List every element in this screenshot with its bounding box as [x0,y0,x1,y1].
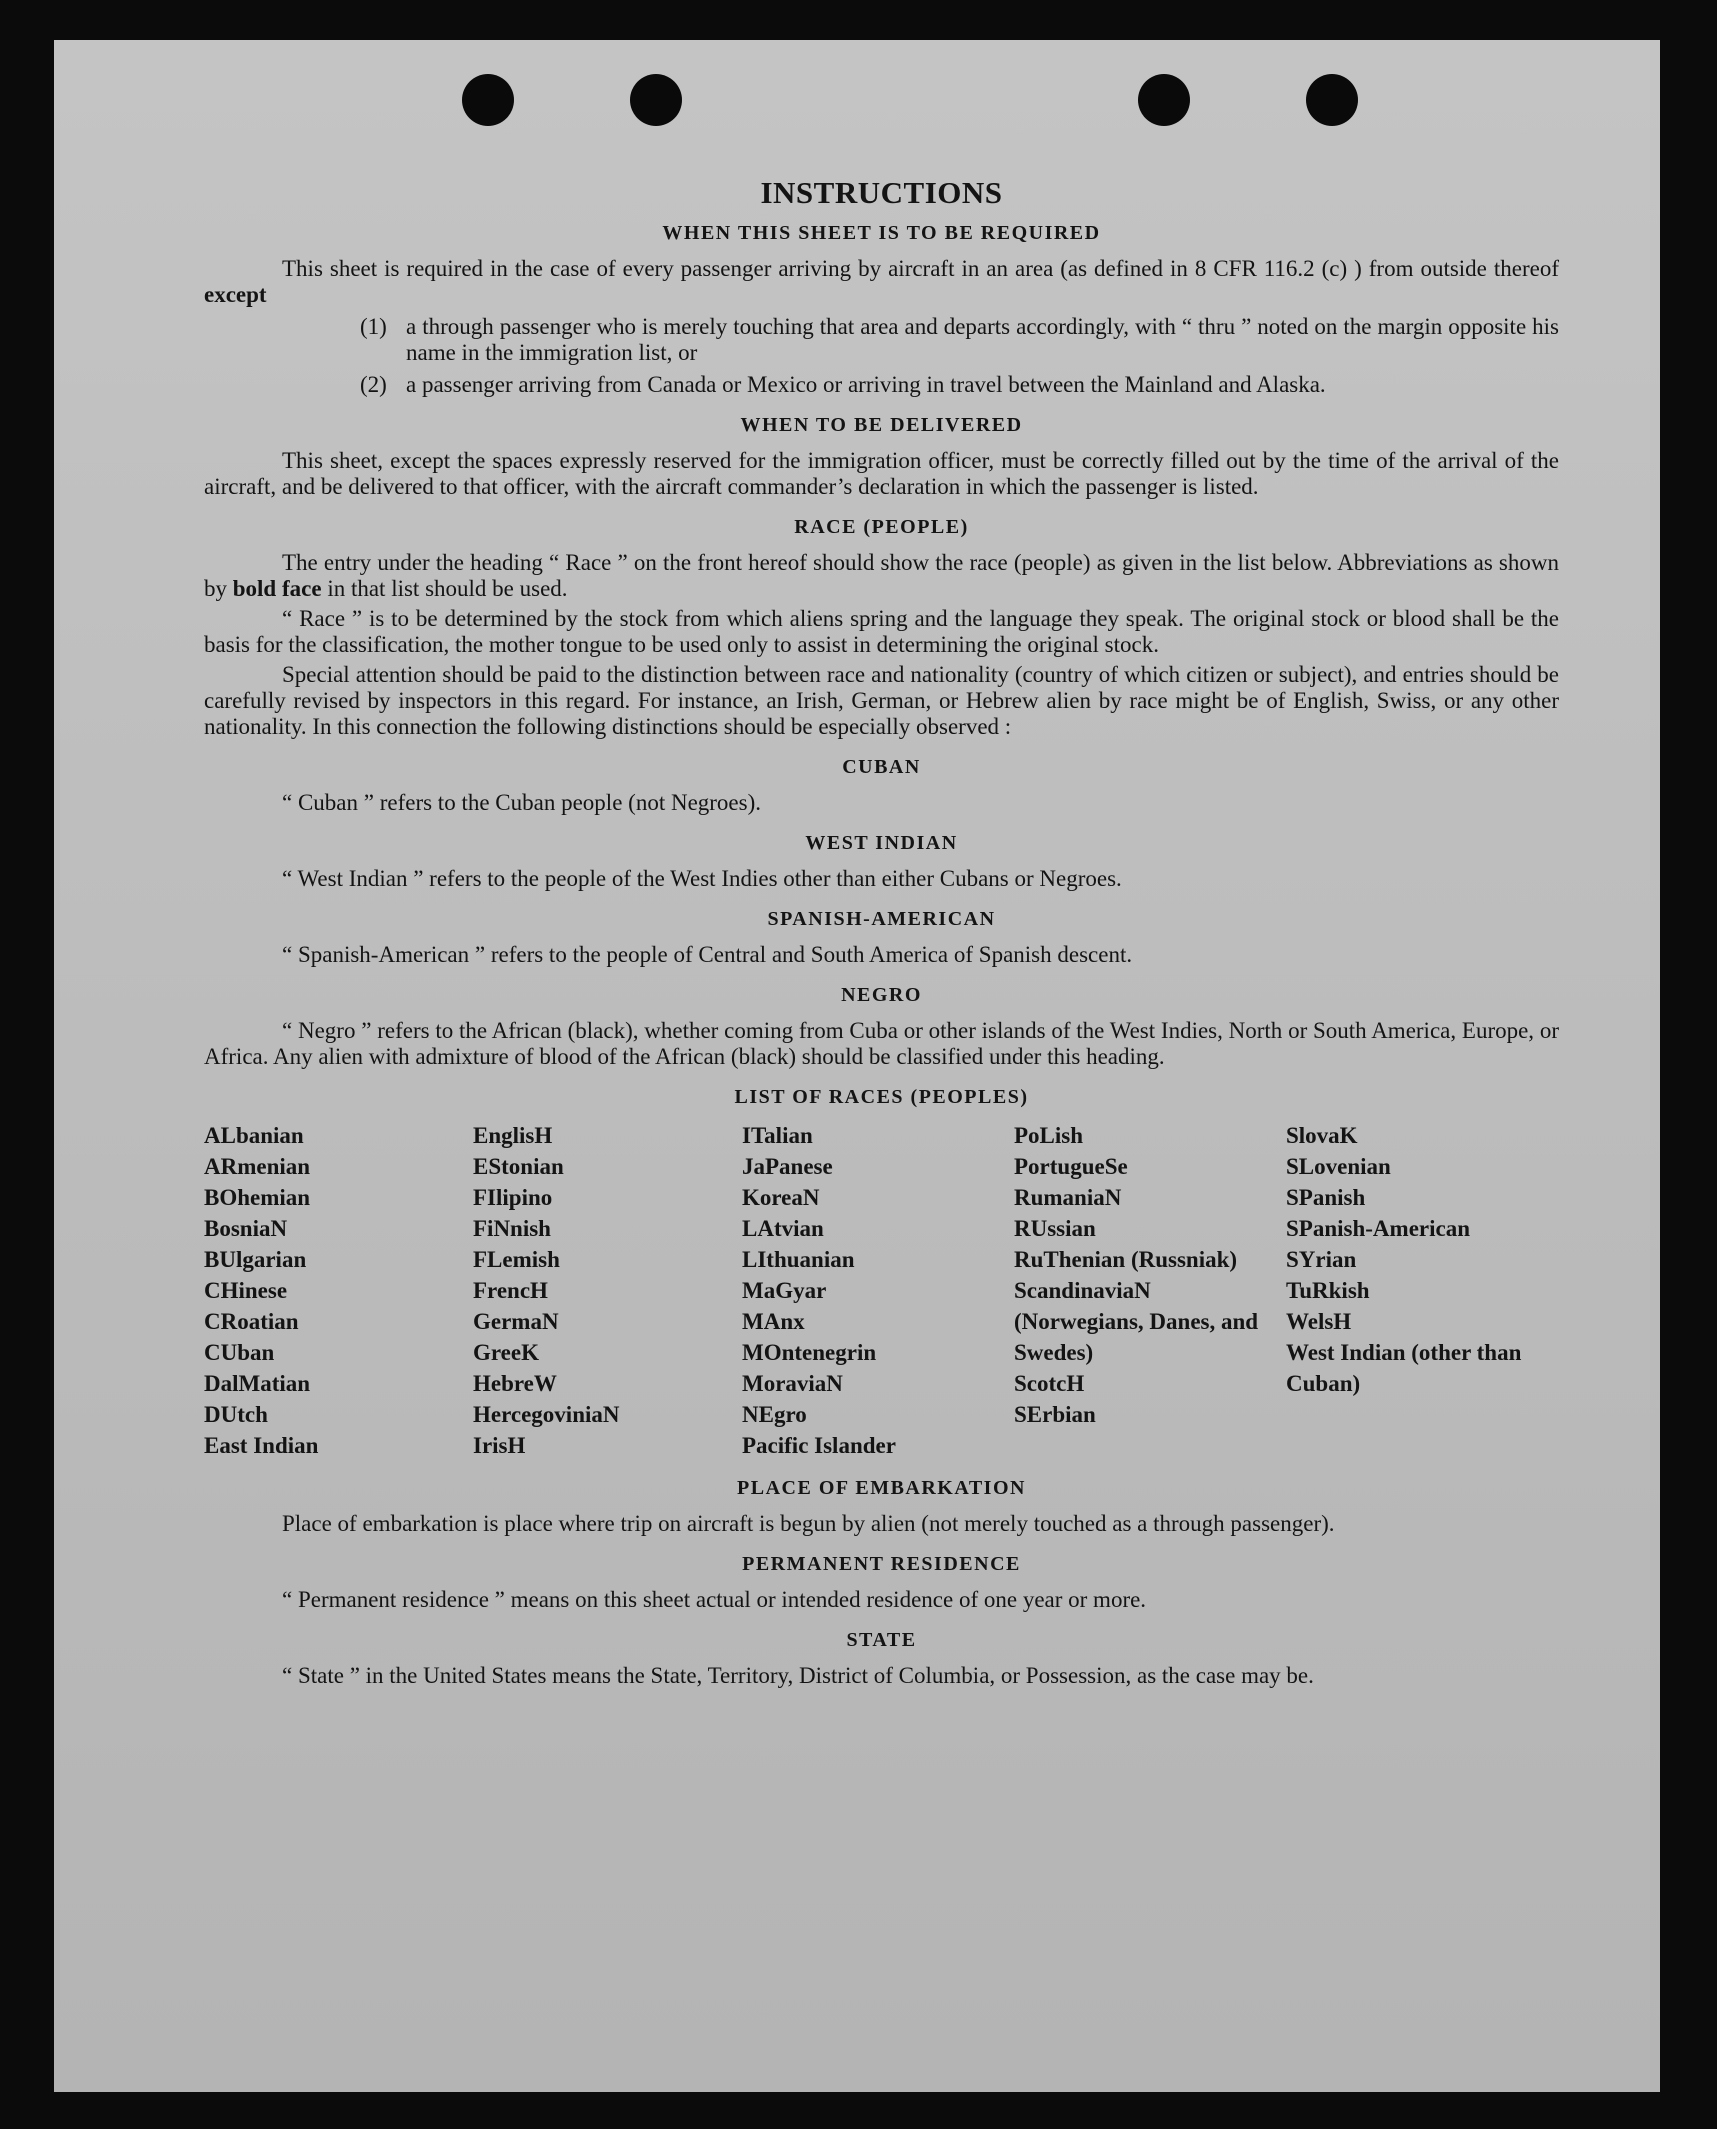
heading-west-indian: WEST INDIAN [805,832,958,854]
race-p1-end: in that list should be used. [327,576,568,601]
place-of-embarkation-paragraph: Place of embarkation is place where trip on aircraft is begun by alien (not merely touched as a through passenger). [282,1511,1335,1536]
races-column [742,1120,1014,1461]
race-entry: West Indian (other than Cuban) [1286,1340,1522,1396]
item-number: (2) [360,372,387,397]
race-entry: BOhemian [204,1185,311,1210]
race-entry: IrisH [473,1433,526,1458]
race-entry: NEgro [742,1402,807,1427]
races-column [1014,1120,1286,1461]
heading-permanent-residence: PERMANENT RESIDENCE [742,1553,1021,1575]
races-column [1286,1120,1559,1461]
race-entry: ScotcH [1014,1371,1085,1396]
race-entry: SlovaK [1286,1123,1358,1148]
race-entry: LAtvian [742,1216,824,1241]
races-column [473,1120,742,1461]
race-entry: SLovenian [1286,1154,1391,1179]
race-entry: SPanish-American [1286,1216,1470,1241]
page-title: INSTRUCTIONS [760,175,1003,210]
race-entry: FrencH [473,1278,548,1303]
punch-hole [462,74,514,126]
race-entry: DUtch [204,1402,268,1427]
document-sheet [54,40,1660,2092]
spanish-american-paragraph: “ Spanish-American ” refers to the people of Central and South America of Spanish descent. [282,942,1133,967]
cuban-paragraph: “ Cuban ” refers to the Cuban people (not Negroes). [282,790,762,815]
heading-state: STATE [846,1629,917,1651]
race-entry: ScandinaviaN (Norwegians, Danes, and Swedes) [1014,1278,1259,1365]
when-required-except: except [204,282,267,307]
race-entry: ITalian [742,1123,813,1148]
item-text: a through passenger who is merely touching that area and departs accordingly, with “ thru ” noted on the margin opposite his name in the immigration list, or [406,314,1559,365]
item-text: a passenger arriving from Canada or Mexico or arriving in travel between the Mainland and Alaska. [406,372,1326,397]
race-entry: CUban [204,1340,275,1365]
race-entry: GermaN [473,1309,559,1334]
when-delivered-paragraph: This sheet, except the spaces expressly reserved for the immigration officer, must be correctly filled out by the time of the arrival of the aircraft, and be delivered to that officer, with the aircraft commander’s declaration in which the passenger is listed. [204,448,1559,499]
race-entry: TuRkish [1286,1278,1370,1303]
races-column [204,1120,473,1461]
race-entry: BosniaN [204,1216,288,1241]
race-entry: CRoatian [204,1309,299,1334]
race-entry: East Indian [204,1433,319,1458]
race-entry: WelsH [1286,1309,1352,1334]
heading-race: RACE (PEOPLE) [794,516,969,538]
race-entry: GreeK [473,1340,539,1365]
instructions-content [204,175,1559,1693]
when-required-text: This sheet is required in the case of every passenger arriving by aircraft in an area (as defined in 8 CFR 116.2 (c) ) from outside thereof [282,256,1559,281]
races-list [204,1120,1559,1461]
race-entry: LIthuanian [742,1247,855,1272]
heading-cuban: CUBAN [842,756,921,778]
race-entry: SYrian [1286,1247,1357,1272]
race-entry: MaGyar [742,1278,827,1303]
race-entry: RumaniaN [1014,1185,1122,1210]
race-p1-start: The entry under the heading “ Race ” on the front hereof should show the race (people) as given in the list below. Abbreviations as shown by [204,550,1559,601]
race-paragraph-1 [204,550,1559,602]
race-entry: EnglisH [473,1123,553,1148]
when-required-paragraph [204,256,1559,308]
race-entry: BUlgarian [204,1247,307,1272]
race-entry: MOntenegrin [742,1340,877,1365]
race-entry: FIlipino [473,1185,553,1210]
race-entry: ARmenian [204,1154,311,1179]
race-entry: KoreaN [742,1185,820,1210]
race-entry: SPanish [1286,1185,1366,1210]
heading-when-delivered: WHEN TO BE DELIVERED [740,414,1023,436]
heading-place-of-embarkation: PLACE OF EMBARKATION [737,1477,1026,1499]
race-entry: CHinese [204,1278,288,1303]
race-p1-bold: bold face [232,576,322,601]
race-paragraph-3: Special attention should be paid to the distinction between race and nationality (country of which citizen or subject), and entries should be carefully revised by inspectors in this regard. For instance, an Irish, German, or Hebrew alien by race might be of English, Swiss, or any other nationality. In this connection the following distinctions should be especially observed : [204,662,1559,739]
race-entry: RUssian [1014,1216,1096,1241]
race-paragraph-2: “ Race ” is to be determined by the stock from which aliens spring and the language they speak. The original stock or blood shall be the basis for the classification, the mother tongue to be used only to assist in determining the original stock. [204,606,1559,657]
west-indian-paragraph: “ West Indian ” refers to the people of the West Indies other than either Cubans or Negroes. [282,866,1122,891]
race-entry: EStonian [473,1154,564,1179]
heading-negro: NEGRO [841,984,922,1006]
negro-paragraph: “ Negro ” refers to the African (black), whether coming from Cuba or other islands of the West Indies, North or South America, Europe, or Africa. Any alien with admixture of blood of the African (black) should be classified under this heading. [204,1018,1559,1069]
race-entry: JaPanese [742,1154,833,1179]
state-paragraph: “ State ” in the United States means the State, Territory, District of Columbia, or Possession, as the case may be. [282,1663,1314,1688]
punch-hole [630,74,682,126]
punch-hole [1138,74,1190,126]
race-entry: HercegoviniaN [473,1402,620,1427]
heading-spanish-american: SPANISH-AMERICAN [767,908,996,930]
race-entry: MoraviaN [742,1371,843,1396]
permanent-residence-paragraph: “ Permanent residence ” means on this sheet actual or intended residence of one year or more. [282,1587,1147,1612]
heading-when-required: WHEN THIS SHEET IS TO BE REQUIRED [662,222,1101,244]
race-entry: FiNnish [473,1216,551,1241]
race-entry: MAnx [742,1309,805,1334]
race-entry: RuThenian (Russniak) [1014,1247,1238,1272]
race-entry: ALbanian [204,1123,304,1148]
item-number: (1) [360,314,387,339]
heading-list-of-races: LIST OF RACES (PEOPLES) [734,1086,1029,1108]
list-item [360,372,1559,398]
race-entry: PortugueSe [1014,1154,1128,1179]
race-entry: PoLish [1014,1123,1084,1148]
race-entry: DalMatian [204,1371,311,1396]
race-entry: HebreW [473,1371,557,1396]
punch-hole [1306,74,1358,126]
race-entry: FLemish [473,1247,560,1272]
list-item [360,314,1559,366]
race-entry: SErbian [1014,1402,1096,1427]
race-entry: Pacific Islander [742,1433,896,1458]
